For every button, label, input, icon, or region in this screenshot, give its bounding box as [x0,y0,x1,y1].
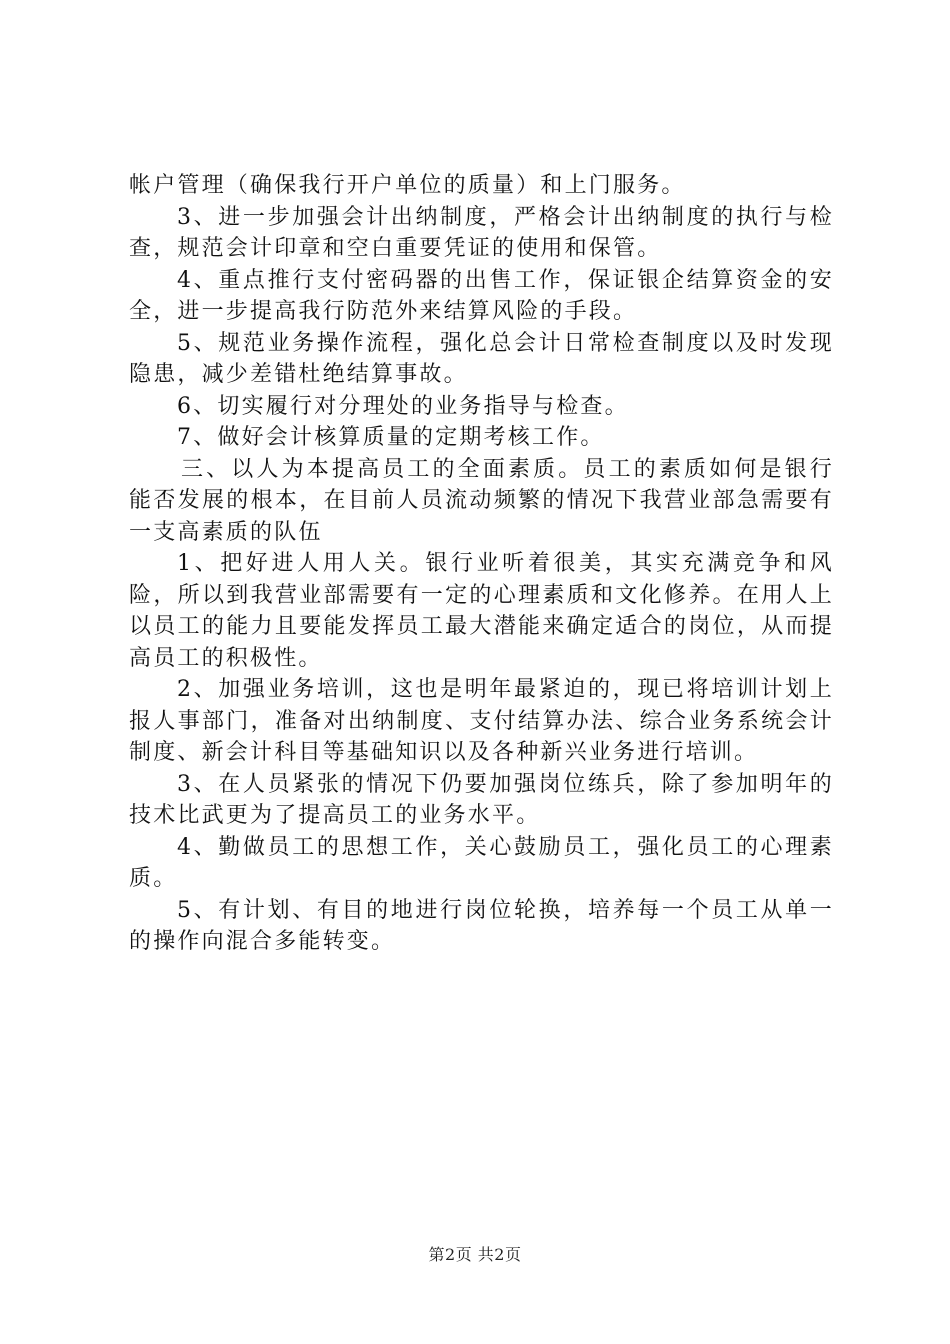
page-number-footer: 第2页 共2页 [428,1245,522,1264]
paragraph-sub-item-5: 5、有计划、有目的地进行岗位轮换，培养每一个员工从单一的操作向混合多能转变。 [129,897,834,954]
document-body [129,170,834,958]
paragraph-sub-item-2: 2、加强业务培训，这也是明年最紧迫的，现已将培训计划上报人事部门，准备对出纳制度、支付结算办法、综合业务系统会计制度、新会计科目等基础知识以及各种新兴业务进行培训。 [129,677,834,765]
paragraph-item-4: 4、重点推行支付密码器的出售工作，保证银企结算资金的安全，进一步提高我行防范外来结算风险的手段。 [129,267,834,324]
paragraph-item-3: 3、进一步加强会计出纳制度，严格会计出纳制度的执行与检查，规范会计印章和空白重要凭证的使用和保管。 [129,204,834,261]
section-heading-three: 三、以人为本提高员工的全面素质。员工的素质如何是银行能否发展的根本，在目前人员流动频繁的情况下我营业部急需要有一支高素质的队伍 [129,456,834,545]
paragraph-sub-item-3: 3、在人员紧张的情况下仍要加强岗位练兵，除了参加明年的技术比武更为了提高员工的业务水平。 [129,771,834,828]
paragraph-sub-item-4: 4、勤做员工的思想工作，关心鼓励员工，强化员工的心理素质。 [129,834,834,891]
paragraph-continued: 帐户管理（确保我行开户单位的质量）和上门服务。 [129,173,686,198]
paragraph-item-5: 5、规范业务操作流程，强化总会计日常检查制度以及时发现隐患，减少差错杜绝结算事故。 [129,330,834,387]
paragraph-item-7: 7、做好会计核算质量的定期考核工作。 [177,425,605,450]
paragraph-sub-item-1: 1、把好进人用人关。银行业听着很美，其实充满竞争和风险，所以到我营业部需要有一定的心理素质和文化修养。在用人上以员工的能力且要能发挥员工最大潜能来确定适合的岗位，从而提高员工的积极性。 [129,551,834,671]
paragraph-item-6: 6、切实履行对分理处的业务指导与检查。 [177,393,629,419]
